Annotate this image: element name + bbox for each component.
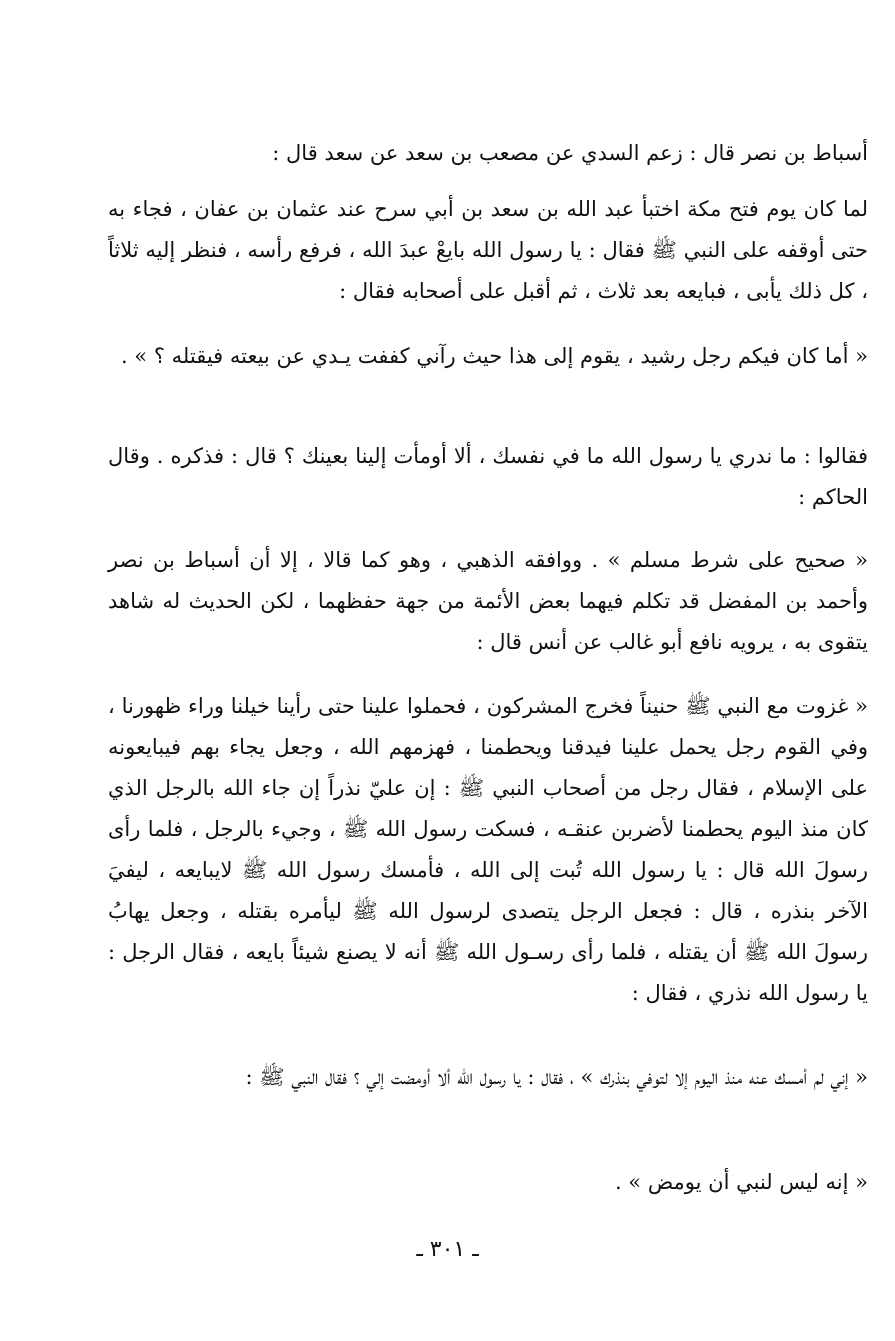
- paragraph-final-quote: « إنه ليس لنبي أن يومض » .: [614, 1170, 868, 1194]
- paragraph-companions-reply: فقالوا : ما ندري يا رسول الله ما في نفسك ، ألا أومأت إلينا بعينك ؟ قال : فذكره . وقال الحاكم :: [108, 444, 868, 509]
- paragraph-nadhr-reply: « إني لم أمسك عنه منذ اليوم إلا لتوفي بنذرك » ، فقال : يا رسول الله ألا أومضت إلي ؟ فقال النبي ﷺ :: [245, 1065, 868, 1089]
- paragraph-hakim-grading: « صحيح على شرط مسلم » . ووافقه الذهبي ، وهو كما قالا ، إلا أن أسباط بن نصر وأحمد بن المفضل قد تكلم فيهما بعض الأئمة من جهة حفظهما ، لكن الحديث له شاهد يتقوى به ، يرويه نافع أبو غالب عن أنس قال :: [108, 548, 868, 654]
- page-number: ـ ٣٠١ ـ: [416, 1237, 479, 1262]
- paragraph-anas-narration: « غزوت مع النبي ﷺ حنيناً فخرج المشركون ، فحملوا علينا حتى رأينا خيلنا وراء ظهورنا ، وفي القوم رجل يحمل علينا فيدقنا ويحطمنا ، فهزمهم الله ، وجعل يجاء بهم فيبايعونه على الإسلام ، فقال رجل من أصحاب النبي ﷺ : إن عليّ نذراً إن جاء الله بالرجل الذي كان منذ اليوم يحطمنا لأضربن عنقـه ، فسكت رسول الله ﷺ ، وجيء بالرجل ، فلما رأى رسولَ الله قال : يا رسول الله تُبت إلى الله ، فأمسك رسول الله ﷺ لايبايعه ، ليفيَ الآخر بنذره ، قال : فجعل الرجل يتصدى لرسول الله ﷺ ليأمره بقتله ، وجعل يهابُ رسولَ الله ﷺ أن يقتله ، فلما رأى رسـول الله ﷺ أنه لا يصنع شيئاً بايعه ، فقال الرجل : يا رسول الله نذري ، فقال :: [108, 694, 868, 1005]
- paragraph-fath-makkah: لما كان يوم فتح مكة اختبأ عبد الله بن سعد بن أبي سرح عند عثمان بن عفان ، فجاء به حتى أوقفه على النبي ﷺ فقال : يا رسول الله بايعْ عبدَ الله ، فرفع رأسه ، فنظر إليه ثلاثاً ، كل ذلك يأبى ، فبايعه بعد ثلاث ، ثم أقبل على أصحابه فقال :: [108, 197, 868, 303]
- paragraph-isnad: أسباط بن نصر قال : زعم السدي عن مصعب بن سعد عن سعد قال :: [272, 141, 868, 165]
- paragraph-hadith-quote: « أما كان فيكم رجل رشيد ، يقوم إلى هذا حيث رآني كففت يـدي عن بيعته فيقتله ؟ » .: [120, 344, 868, 368]
